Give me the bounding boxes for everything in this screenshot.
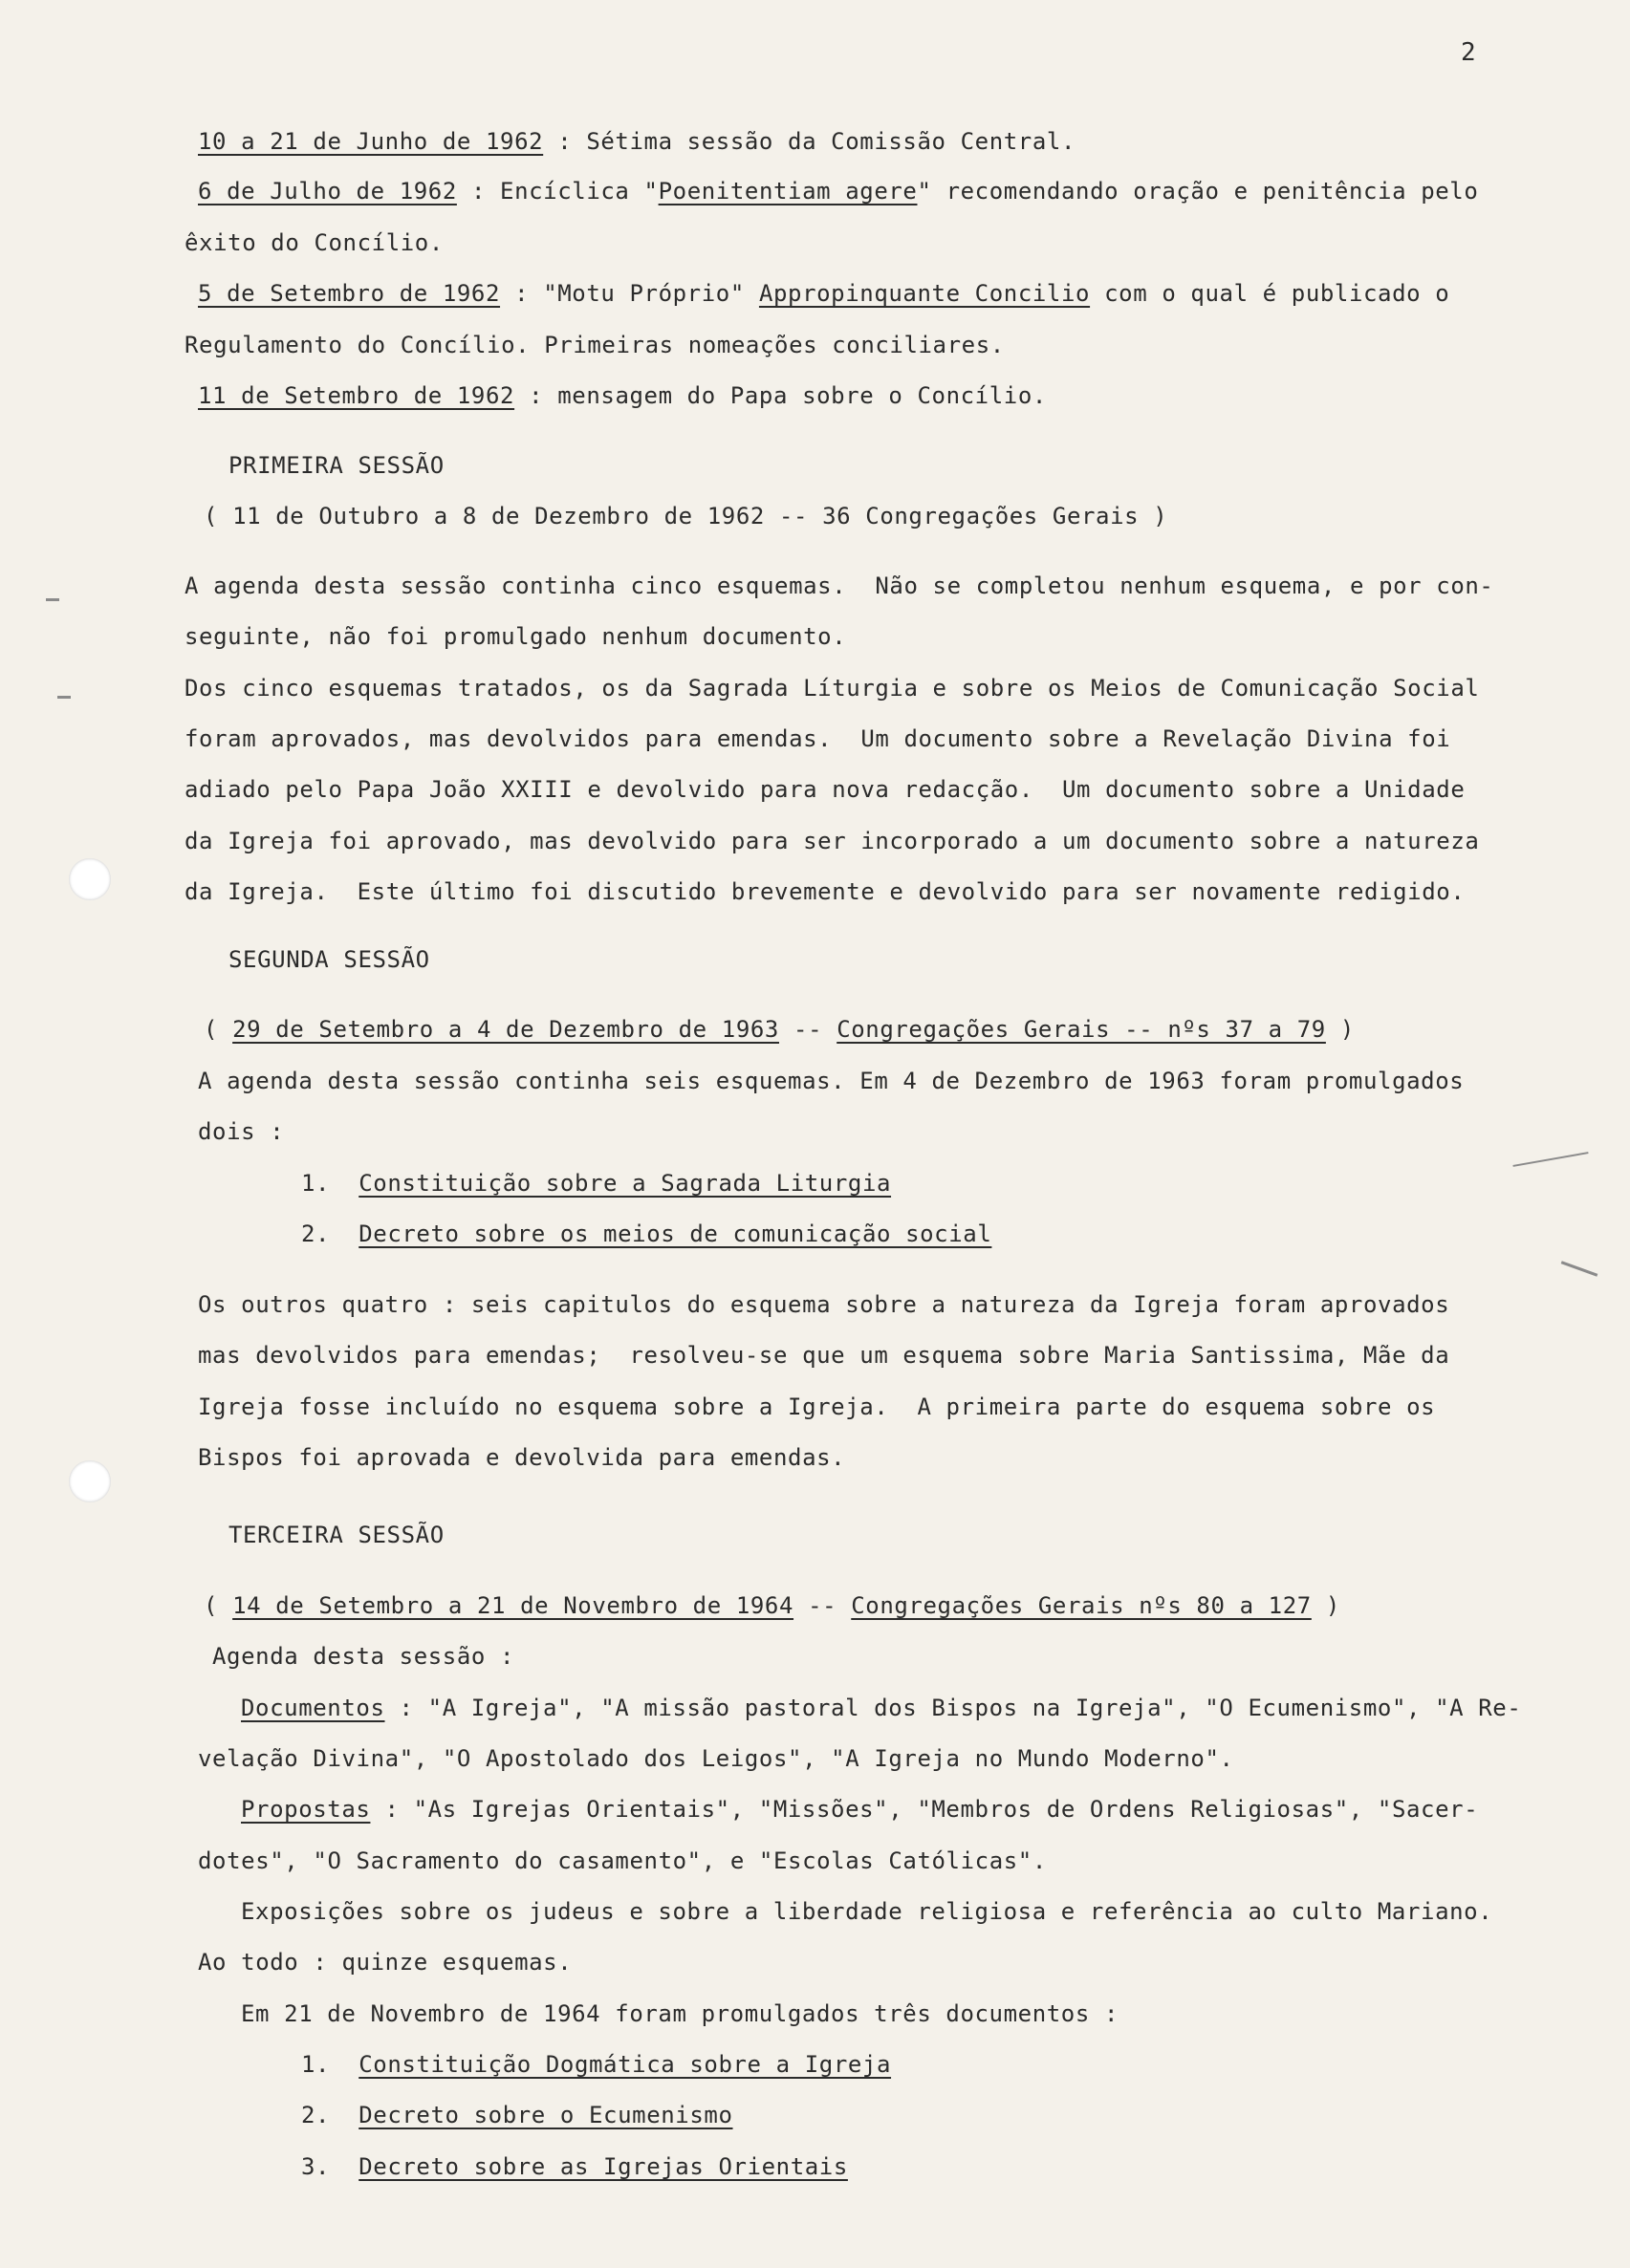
range-separator: -- (793, 1592, 852, 1619)
punch-hole-top (69, 858, 111, 900)
date-entry-2 (198, 176, 1478, 206)
paragraph-line: Dos cinco esquemas tratados, os da Sagrada Líturgia e sobre os Meios de Comunicação Social (185, 675, 1480, 702)
section-heading-terceira: TERCEIRA SESSÃO (228, 1522, 445, 1548)
range-dates: 29 de Setembro a 4 de Dezembro de 1963 (232, 1016, 779, 1043)
propostas-text: : "As Igrejas Orientais", "Missões", "Membros de Ordens Religiosas", "Sacer- (370, 1796, 1479, 1823)
entry-title: Poenitentiam agere (658, 178, 918, 205)
list-number: 2. (301, 1220, 331, 1247)
date-entry-4 (198, 380, 1047, 411)
list-text: Decreto sobre as Igrejas Orientais (359, 2153, 848, 2180)
entry-text: : Encíclica " (456, 178, 659, 205)
documentos-line (241, 1693, 1521, 1723)
session-range (204, 1590, 1340, 1621)
margin-mark (1561, 1261, 1598, 1277)
page-number: 2 (1461, 38, 1477, 67)
promulgados-line: Em 21 de Novembro de 1964 foram promulgados três documentos : (241, 2000, 1119, 2027)
list-item (301, 2151, 848, 2182)
margin-mark (1512, 1152, 1588, 1167)
entry-title: Appropinquante Concilio (758, 280, 1091, 307)
paragraph-line: Bispos foi aprovada e devolvida para emendas. (198, 1444, 846, 1471)
range-paren: ) (1325, 1016, 1355, 1043)
paragraph-line: Igreja fosse incluído no esquema sobre a Igreja. A primeira parte do esquema sobre os (198, 1393, 1436, 1420)
paragraph-line: dois : (198, 1118, 285, 1145)
documentos-text: : "A Igreja", "A missão pastoral dos Bispos na Igreja", "O Ecumenismo", "A Re- (384, 1695, 1522, 1721)
total-line: Ao todo : quinze esquemas. (198, 1949, 573, 1976)
session-range (204, 1014, 1355, 1045)
paragraph-line: adiado pelo Papa João XXIII e devolvido para nova redacção. Um documento sobre a Unidade (185, 776, 1466, 803)
range-paren: ) (1311, 1592, 1340, 1619)
list-text: Decreto sobre os meios de comunicação social (359, 1220, 992, 1247)
propostas-line (241, 1794, 1478, 1825)
exposicoes-line: Exposições sobre os judeus e sobre a liberdade religiosa e referência ao culto Mariano. (241, 1898, 1493, 1925)
agenda-label: Agenda desta sessão : (212, 1643, 515, 1670)
entry-text: : mensagem do Papa sobre o Concílio. (514, 382, 1047, 409)
list-number: 1. (301, 1170, 331, 1197)
paragraph-line: da Igreja. Este último foi discutido brevemente e devolvido para ser novamente redigido. (185, 878, 1466, 905)
list-text: Constituição Dogmática sobre a Igreja (359, 2051, 892, 2078)
list-number: 1. (301, 2051, 331, 2078)
date-entry-1 (198, 126, 1076, 157)
range-congregations: Congregações Gerais nºs 80 a 127 (851, 1592, 1312, 1619)
paragraph-line: foram aprovados, mas devolvidos para emendas. Um documento sobre a Revelação Divina foi (185, 725, 1451, 752)
propostas-label: Propostas (241, 1796, 371, 1823)
documentos-label: Documentos (241, 1695, 385, 1721)
section-heading-primeira: PRIMEIRA SESSÃO (228, 452, 445, 479)
margin-mark (57, 696, 71, 699)
list-number: 3. (301, 2153, 331, 2180)
entry-text: : "Motu Próprio" (500, 280, 759, 307)
range-separator: -- (778, 1016, 837, 1043)
date-entry-2-cont: êxito do Concílio. (185, 229, 444, 256)
range-congregations: Congregações Gerais -- nºs 37 a 79 (837, 1016, 1326, 1043)
list-item (301, 2049, 891, 2080)
margin-mark (46, 598, 59, 601)
list-item (301, 2100, 733, 2130)
punch-hole-bottom (69, 1460, 111, 1502)
entry-date: 10 a 21 de Junho de 1962 (198, 128, 544, 155)
paragraph-line: Os outros quatro : seis capitulos do esquema sobre a natureza da Igreja foram aprovados (198, 1291, 1450, 1318)
date-entry-3-cont: Regulamento do Concílio. Primeiras nomeações conciliares. (185, 332, 1005, 358)
session-range: ( 11 de Outubro a 8 de Dezembro de 1962 -- 36 Congregações Gerais ) (204, 503, 1168, 529)
paragraph-line: A agenda desta sessão continha seis esquemas. Em 4 de Dezembro de 1963 foram promulgados (198, 1068, 1465, 1094)
paragraph-line: A agenda desta sessão continha cinco esquemas. Não se completou nenhum esquema, e por con- (185, 572, 1494, 599)
section-heading-segunda: SEGUNDA SESSÃO (228, 946, 430, 973)
list-text: Decreto sobre o Ecumenismo (359, 2102, 733, 2128)
paragraph-line: mas devolvidos para emendas; resolveu-se que um esquema sobre Maria Santissima, Mãe da (198, 1342, 1450, 1369)
list-item (301, 1219, 991, 1249)
entry-text: " recomendando oração e penitência pelo (917, 178, 1479, 205)
range-paren: ( (204, 1016, 233, 1043)
range-paren: ( (204, 1592, 233, 1619)
entry-text: : Sétima sessão da Comissão Central. (543, 128, 1076, 155)
entry-date: 11 de Setembro de 1962 (198, 382, 515, 409)
paragraph-line: seguinte, não foi promulgado nenhum documento. (185, 623, 847, 650)
list-number: 2. (301, 2102, 331, 2128)
list-text: Constituição sobre a Sagrada Liturgia (359, 1170, 892, 1197)
propostas-cont: dotes", "O Sacramento do casamento", e "Escolas Católicas". (198, 1847, 1047, 1874)
entry-date: 6 de Julho de 1962 (198, 178, 457, 205)
entry-date: 5 de Setembro de 1962 (198, 280, 501, 307)
date-entry-3 (198, 278, 1449, 309)
paragraph-line: da Igreja foi aprovado, mas devolvido para ser incorporado a um documento sobre a natureza (185, 828, 1480, 854)
documentos-cont: velação Divina", "O Apostolado dos Leigos", "A Igreja no Mundo Moderno". (198, 1745, 1234, 1772)
list-item (301, 1168, 891, 1199)
entry-text: com o qual é publicado o (1090, 280, 1450, 307)
range-dates: 14 de Setembro a 21 de Novembro de 1964 (232, 1592, 794, 1619)
